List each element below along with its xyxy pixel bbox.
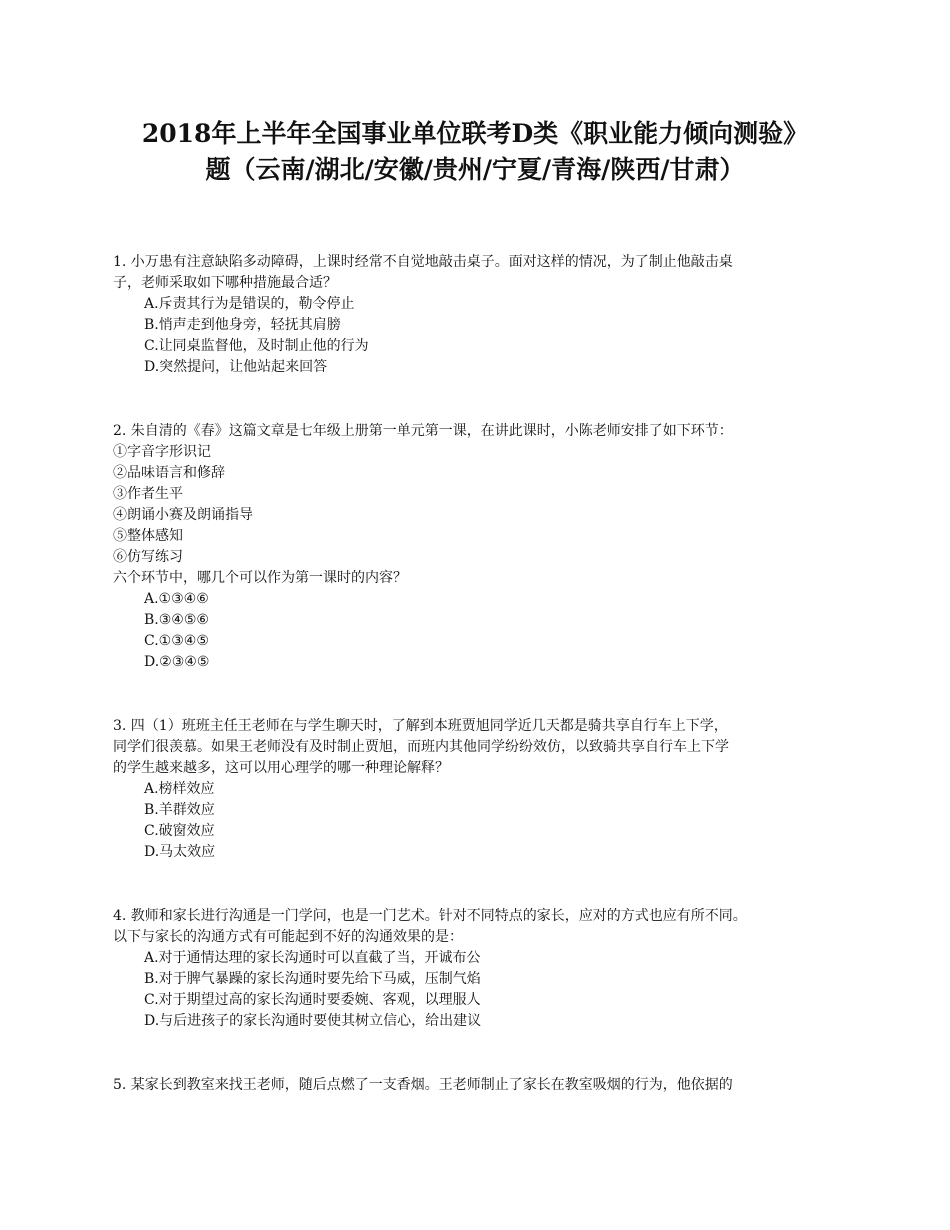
document-title-line-1: 2018年上半年全国事业单位联考D类《职业能力倾向测验》 [141,119,809,148]
question-1-option-d: D.突然提问，让他站起来回答 [144,359,328,375]
question-2-option-b: B.③④⑤⑥ [144,612,209,628]
question-4-option-a: A.对于通情达理的家长沟通时可以直截了当，开诚布公 [144,950,481,966]
question-3-stem-line: 3. 四（1）班班主任王老师在与学生聊天时，了解到本班贾旭同学近几天都是骑共享自行车上下学， [113,718,728,734]
question-3-option-d: D.马太效应 [144,844,216,860]
question-4-option-d: D.与后进孩子的家长沟通时要使其树立信心，给出建议 [144,1013,482,1029]
question-4-option-b: B.对于脾气暴躁的家长沟通时要先给下马威，压制气焰 [144,971,481,987]
question-1-stem-line: 1. 小万患有注意缺陷多动障碍，上课时经常不自觉地敲击桌子。面对这样的情况，为了制止他敲击桌 [113,254,733,270]
question-2-stem-line: 六个环节中，哪几个可以作为第一课时的内容？ [113,570,407,586]
question-1-option-b: B.悄声走到他身旁，轻抚其肩膀 [144,317,341,333]
question-3-option-c: C.破窗效应 [144,823,215,839]
question-2-stem-line: 2. 朱自清的《春》这篇文章是七年级上册第一单元第一课，在讲此课时，小陈老师安排了如下环节： [113,423,733,439]
question-2-step-1: ①字音字形识记 [113,444,211,460]
question-1-stem-line: 子，老师采取如下哪种措施最合适？ [113,275,337,291]
question-3-stem-line: 同学们很羡慕。如果王老师没有及时制止贾旭，而班内其他同学纷纷效仿，以致骑共享自行车上下学 [113,739,729,755]
question-4-option-c: C.对于期望过高的家长沟通时要委婉、客观，以理服人 [144,992,481,1008]
question-3-option-a: A.榜样效应 [144,781,215,797]
question-1-option-a: A.斥责其行为是错误的，勒令停止 [144,296,355,312]
document-title-line-2: 题（云南/湖北/安徽/贵州/宁夏/青海/陕西/甘肃） [205,155,745,184]
question-2-step-2: ②品味语言和修辞 [113,465,225,481]
question-3-stem-line: 的学生越来越多，这可以用心理学的哪一种理论解释？ [113,760,449,776]
question-4-stem-line: 4. 教师和家长进行沟通是一门学问，也是一门艺术。针对不同特点的家长，应对的方式也应有所不同。 [113,908,747,924]
question-4-stem-line: 以下与家长的沟通方式有可能起到不好的沟通效果的是： [113,929,463,945]
question-3-option-b: B.羊群效应 [144,802,215,818]
question-2-option-a: A.①③④⑥ [144,591,209,607]
question-2-option-c: C.①③④⑤ [144,633,209,649]
question-2-option-d: D.②③④⑤ [144,654,210,670]
question-2-step-5: ⑤整体感知 [113,528,183,544]
question-2-step-3: ③作者生平 [113,486,183,502]
question-2-step-6: ⑥仿写练习 [113,549,183,565]
question-2-step-4: ④朗诵小赛及朗诵指导 [113,507,253,523]
question-5-stem-line: 5. 某家长到教室来找王老师，随后点燃了一支香烟。王老师制止了家长在教室吸烟的行为，他依据的 [113,1077,733,1093]
question-1-option-c: C.让同桌监督他，及时制止他的行为 [144,338,369,354]
